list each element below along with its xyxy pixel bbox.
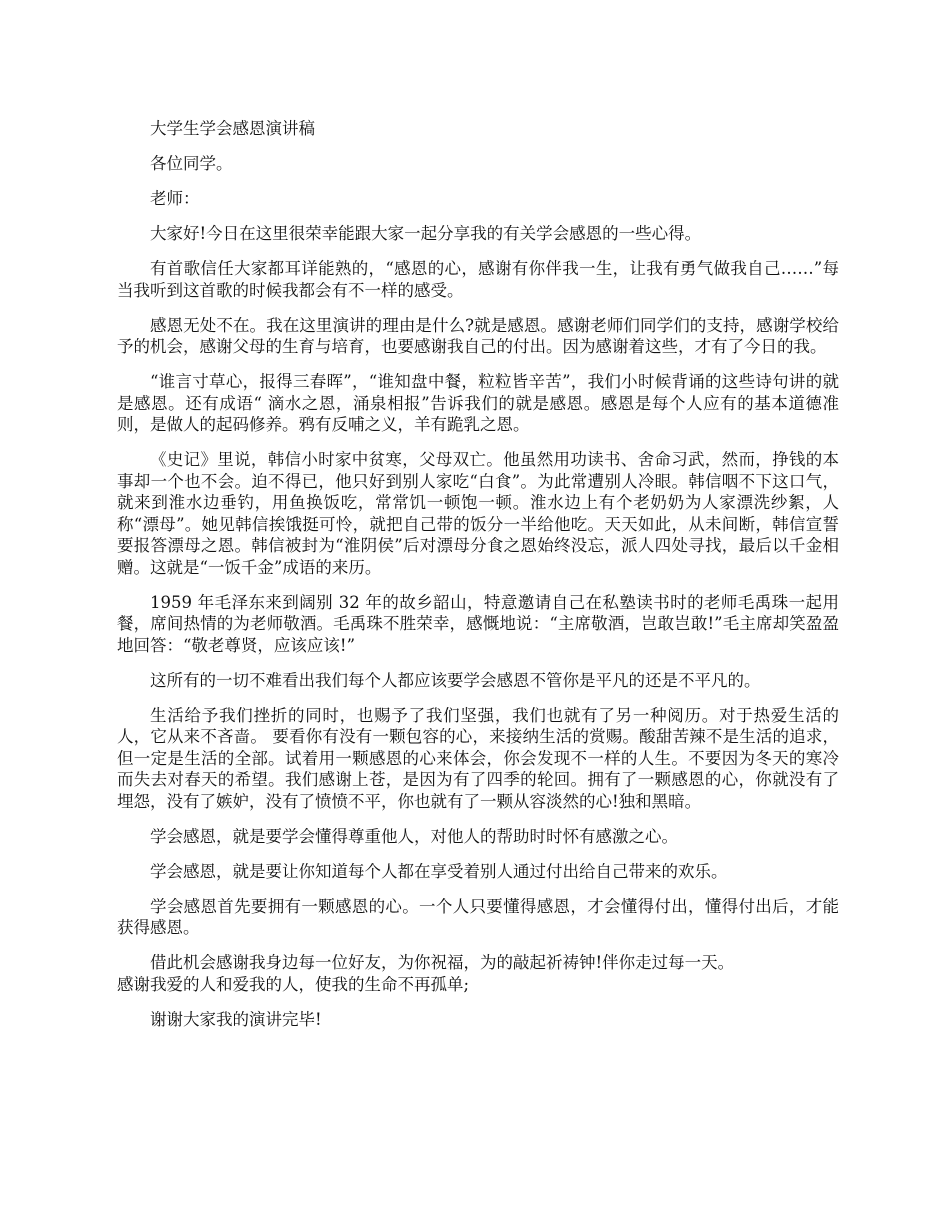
paragraph-poems-idioms: “谁言寸草心，报得三春晖”，“谁知盘中餐，粒粒皆辛苦”，我们小时候背诵的这些诗句讲的就是感恩。还有成语“ 滴水之恩，涌泉相报”告诉我们的就是感恩。感恩是每个人应有的基本道德准则，是做人的起码修养。鸦有反哺之义，羊有跪乳之恩。 [117,372,839,434]
paragraph-salutation-students: 各位同学。 [150,154,233,173]
paragraph-grateful-heart: 学会感恩首先要拥有一颗感恩的心。一个人只要懂得感恩，才会懂得付出，懂得付出后，才能获得感恩。 [117,896,839,937]
paragraph-mao-zedong-story: 1959 年毛泽东来到阔别 32 年的故乡韶山，特意邀请自己在私塾读书时的老师毛禹珠一起用餐，席间热情的为老师敬酒。毛禹珠不胜荣幸，感慨地说：“主席敬酒，岂敢岂敢!”毛主席却笑盈盈地回答：“敬老尊贤，应该应该!” [117,592,839,655]
paragraph-learn-gratitude-joy: 学会感恩，就是要让你知道每个人都在享受着别人通过付出给自己带来的欢乐。 [150,861,728,881]
paragraph-conclusion-everyone: 这所有的一切不难看出我们每个人都应该要学会感恩不管你是平凡的还是不平凡的。 [150,670,761,690]
closing-line-2: 感谢我爱的人和爱我的人，使我的生命不再孤单; [117,974,470,994]
paragraph-gratitude-everywhere: 感恩无处不在。我在这里演讲的理由是什么?就是感恩。感谢老师们同学们的支持，感谢学校给予的机会，感谢父母的生育与培育，也要感谢我自己的付出。因为感谢着这些，才有了今日的我。 [117,315,839,356]
paragraph-salutation-teachers: 老师： [150,189,200,208]
paragraph-learn-gratitude-respect: 学会感恩，就是要学会懂得尊重他人，对他人的帮助时时怀有感激之心。 [150,826,678,846]
paragraph-life-gifts: 生活给予我们挫折的同时，也赐予了我们坚强，我们也就有了另一种阅历。对于热爱生活的人，它从来不吝啬。 要看你有没有一颗包容的心，来接纳生活的赏赐。酸甜苦辣不是生活的追求，但一定是生活的全部。试着用一颗感恩的心来体会，你会发现不一样的人生。不要因为冬天的寒冷而失去对春天的希望。我们感谢上苍，是因为有了四季的轮回。拥有了一颗感恩的心，你就没有了埋怨，没有了嫉妒，没有了愤愤不平，你也就有了一颗从容淡然的心!独和黑暗。 [117,705,839,811]
paragraph-thanks-friends [117,952,839,995]
document-page [117,118,839,1044]
paragraph-song: 有首歌信任大家都耳详能熟的，“感恩的心，感谢有你伴我一生，让我有勇气做我自己……”每当我听到这首歌的时候我都会有不一样的感受。 [117,259,839,300]
paragraph-han-xin-story: 《史记》里说，韩信小时家中贫寒，父母双亡。他虽然用功读书、舍命习武，然而，挣钱的本事却一个也不会。迫不得已，他只好到别人家吃“白食”。为此常遭别人冷眼。韩信咽不下这口气，就来到淮水边垂钓，用鱼换饭吃，常常饥一顿饱一顿。淮水边上有个老奶奶为人家漂洗纱絮，人称“漂母”。她见韩信挨饿挺可怜，就把自己带的饭分一半给他吃。天天如此，从未间断，韩信宣誓要报答漂母之恩。韩信被封为“淮阴侯”后对漂母分食之恩始终没忘，派人四处寻找，最后以千金相赠。这就是“一饭千金”成语的来历。 [117,450,839,577]
document-title: 大学生学会感恩演讲稿 [150,119,315,138]
paragraph-ending: 谢谢大家我的演讲完毕! [150,1009,322,1029]
closing-line-1: 借此机会感谢我身边每一位好友，为你祝福，为的敲起祈祷钟!伴你走过每一天。 [150,953,735,972]
paragraph-greeting: 大家好!今日在这里很荣幸能跟大家一起分享我的有关学会感恩的一些心得。 [150,224,702,243]
